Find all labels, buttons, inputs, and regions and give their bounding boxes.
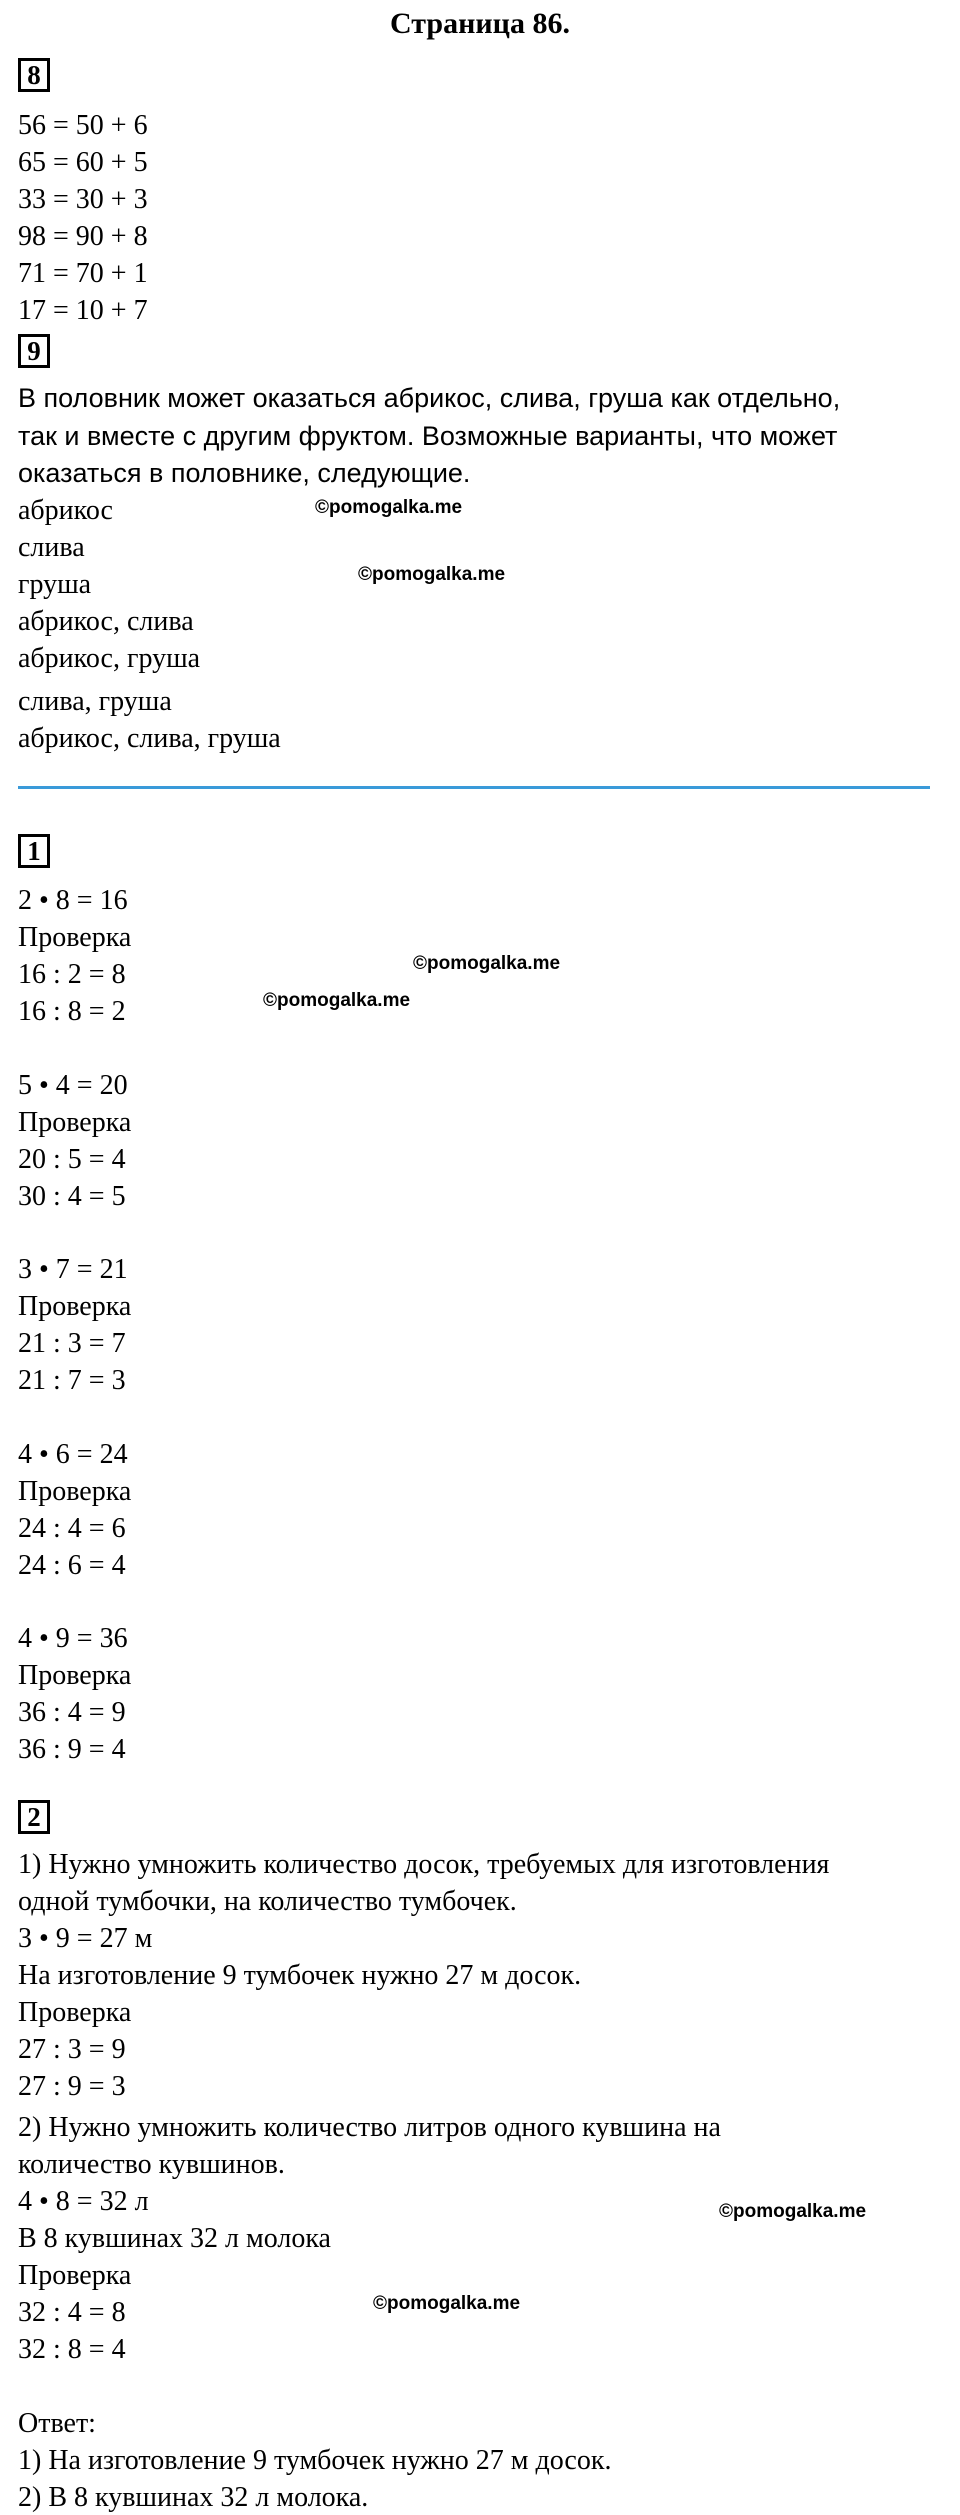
section-divider [18, 786, 930, 789]
answer-line: 2) В 8 кувшинах 32 л молока. [18, 2482, 369, 2513]
task-1-check-label: Проверка [18, 1291, 132, 1322]
task-1-check-line: 20 : 5 = 4 [18, 1144, 126, 1175]
task-2-line: 27 : 9 = 3 [18, 2071, 126, 2102]
task-8-line: 17 = 10 + 7 [18, 295, 148, 326]
task-9-intro-line: оказаться в половнике, следующие. [18, 458, 471, 488]
task-2-line: 27 : 3 = 9 [18, 2034, 126, 2065]
task-2-line: 3 • 9 = 27 м [18, 1923, 153, 1954]
task-1-check-line: 16 : 8 = 2 [18, 996, 126, 1027]
task-2-line: В 8 кувшинах 32 л молока [18, 2223, 331, 2254]
task-1-check-line: 21 : 7 = 3 [18, 1365, 126, 1396]
task-2-line: 32 : 4 = 8 [18, 2297, 126, 2328]
task-2-line: 1) Нужно умножить количество досок, требуемых для изготовления [18, 1849, 830, 1880]
task-1-check-line: 21 : 3 = 7 [18, 1328, 126, 1359]
task-1-number-badge: 1 [18, 834, 50, 868]
task-1-check-line: 24 : 6 = 4 [18, 1550, 126, 1581]
task-1-check-label: Проверка [18, 1476, 132, 1507]
task-8-line: 71 = 70 + 1 [18, 258, 148, 289]
task-1-equation: 4 • 6 = 24 [18, 1439, 128, 1470]
task-2-line: Проверка [18, 1997, 132, 2028]
task-1-check-line: 36 : 9 = 4 [18, 1734, 126, 1765]
task-8-line: 56 = 50 + 6 [18, 110, 148, 141]
page-title: Страница 86. [390, 7, 570, 40]
watermark: ©pomogalka.me [315, 497, 463, 518]
task-1-check-label: Проверка [18, 1660, 132, 1691]
task-9-variant: абрикос, груша [18, 643, 201, 674]
task-1-check-label: Проверка [18, 1107, 132, 1138]
task-1-equation: 3 • 7 = 21 [18, 1254, 128, 1285]
task-1-equation: 2 • 8 = 16 [18, 885, 128, 916]
watermark: ©pomogalka.me [263, 990, 411, 1011]
task-8-line: 65 = 60 + 5 [18, 147, 148, 178]
task-9-intro-line: так и вместе с другим фруктом. Возможные варианты, что может [18, 421, 838, 451]
task-2-line: 2) Нужно умножить количество литров одного кувшина на [18, 2112, 721, 2143]
task-1-check-line: 24 : 4 = 6 [18, 1513, 126, 1544]
task-2-line: Проверка [18, 2260, 132, 2291]
task-1-equation: 5 • 4 = 20 [18, 1070, 128, 1101]
task-9-intro-line: В половник может оказаться абрикос, слива, груша как отдельно, [18, 383, 841, 413]
task-8-number-badge: 8 [18, 58, 50, 92]
task-9-variant: абрикос, слива, груша [18, 723, 281, 754]
task-1-equation: 4 • 9 = 36 [18, 1623, 128, 1654]
task-2-line: 32 : 8 = 4 [18, 2334, 126, 2365]
task-9-variant: абрикос, слива [18, 606, 194, 637]
task-2-line: На изготовление 9 тумбочек нужно 27 м досок. [18, 1960, 582, 1991]
task-8-line: 33 = 30 + 3 [18, 184, 148, 215]
answer-line: 1) На изготовление 9 тумбочек нужно 27 м досок. [18, 2445, 612, 2476]
task-2-number-badge: 2 [18, 1800, 50, 1834]
task-2-line: количество кувшинов. [18, 2149, 285, 2180]
task-9-variant: абрикос [18, 495, 113, 526]
task-2-line: одной тумбочки, на количество тумбочек. [18, 1886, 517, 1917]
task-1-check-label: Проверка [18, 922, 132, 953]
task-9-variant: слива, груша [18, 686, 172, 717]
watermark: ©pomogalka.me [719, 2201, 867, 2222]
watermark: ©pomogalka.me [373, 2293, 521, 2314]
watermark: ©pomogalka.me [413, 953, 561, 974]
answer-label: Ответ: [18, 2408, 96, 2439]
task-9-variant: слива [18, 532, 85, 563]
task-8-line: 98 = 90 + 8 [18, 221, 148, 252]
task-1-check-line: 30 : 4 = 5 [18, 1181, 126, 1212]
task-2-line: 4 • 8 = 32 л [18, 2186, 149, 2217]
watermark: ©pomogalka.me [358, 564, 506, 585]
task-1-check-line: 36 : 4 = 9 [18, 1697, 126, 1728]
task-9-number-badge: 9 [18, 334, 50, 368]
task-1-check-line: 16 : 2 = 8 [18, 959, 126, 990]
task-9-variant: груша [18, 569, 92, 600]
